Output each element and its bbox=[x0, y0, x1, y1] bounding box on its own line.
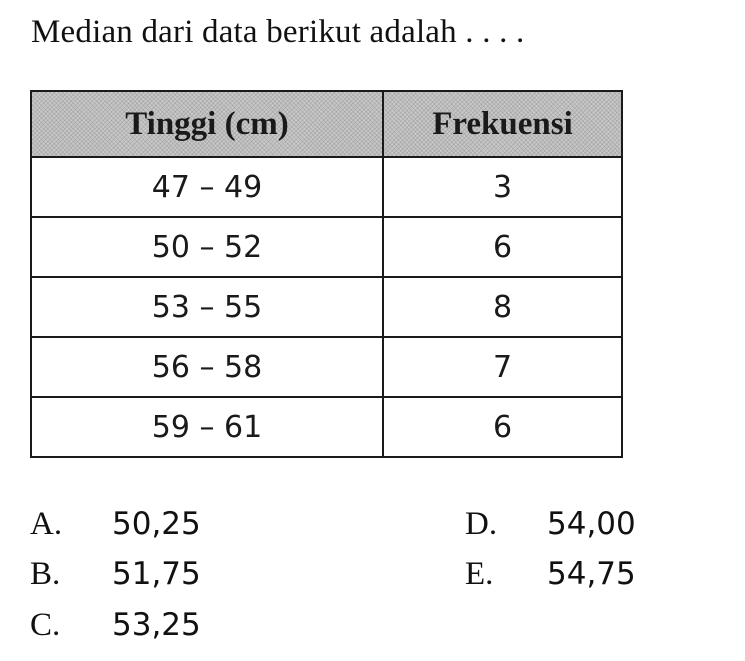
option-c-letter: C. bbox=[30, 607, 61, 643]
table-row bbox=[31, 397, 622, 457]
option-d-value: 54,00 bbox=[547, 506, 636, 542]
option-a[interactable] bbox=[30, 506, 201, 543]
table-row bbox=[31, 277, 622, 337]
option-c-value: 53,25 bbox=[112, 607, 201, 643]
option-c[interactable] bbox=[30, 607, 201, 644]
option-d-letter: D. bbox=[465, 506, 498, 542]
option-e-letter: E. bbox=[465, 556, 494, 592]
cell-frekuensi: 3 bbox=[383, 157, 622, 217]
cell-frekuensi: 8 bbox=[383, 277, 622, 337]
option-d[interactable] bbox=[465, 506, 636, 543]
cell-tinggi: 50 – 52 bbox=[31, 217, 383, 277]
cell-tinggi: 47 – 49 bbox=[31, 157, 383, 217]
cell-tinggi: 53 – 55 bbox=[31, 277, 383, 337]
option-b-value: 51,75 bbox=[112, 556, 201, 592]
option-a-letter: A. bbox=[30, 506, 63, 542]
cell-frekuensi: 7 bbox=[383, 337, 622, 397]
header-frekuensi: Frekuensi bbox=[383, 91, 622, 157]
cell-tinggi: 59 – 61 bbox=[31, 397, 383, 457]
table-row bbox=[31, 157, 622, 217]
option-e-value: 54,75 bbox=[547, 556, 636, 592]
cell-tinggi: 56 – 58 bbox=[31, 337, 383, 397]
frequency-table bbox=[30, 90, 623, 458]
cell-frekuensi: 6 bbox=[383, 217, 622, 277]
option-b[interactable] bbox=[30, 556, 201, 593]
option-e[interactable] bbox=[465, 556, 636, 593]
table-header-row bbox=[31, 91, 622, 157]
question-text: Median dari data berikut adalah . . . . bbox=[31, 14, 525, 50]
option-a-value: 50,25 bbox=[112, 506, 201, 542]
option-b-letter: B. bbox=[30, 556, 61, 592]
header-tinggi: Tinggi (cm) bbox=[31, 91, 383, 157]
table-row bbox=[31, 217, 622, 277]
table-row bbox=[31, 337, 622, 397]
cell-frekuensi: 6 bbox=[383, 397, 622, 457]
